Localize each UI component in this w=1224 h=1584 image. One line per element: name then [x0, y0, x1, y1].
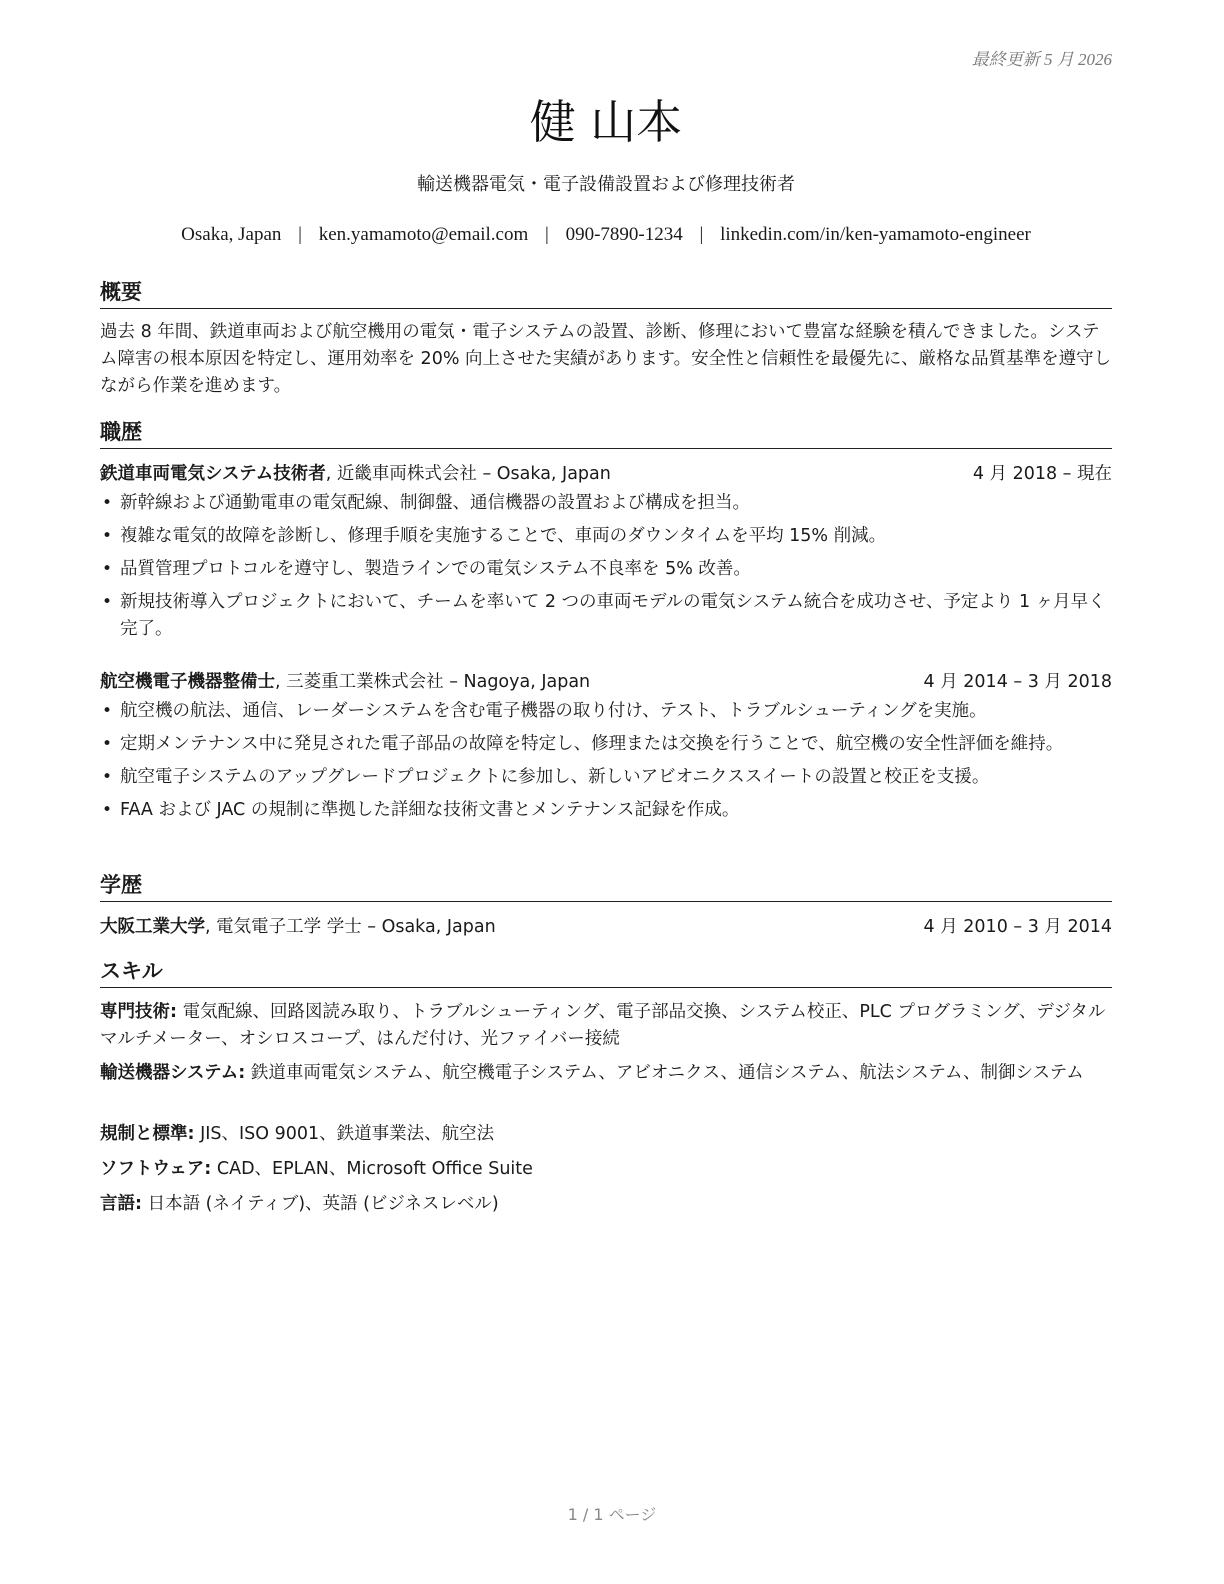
degree: , 電気電子工学 学士 – Osaka, Japan	[205, 917, 496, 937]
candidate-name: 健 山本	[529, 95, 683, 149]
skill-value: 日本語 (ネイティブ)、英語 (ビジネスレベル)	[142, 1194, 499, 1214]
list-item: • 航空電子システムのアップグレードプロジェクトに参加し、新しいアビオニクススイートの設置と校正を支援。	[100, 764, 1112, 791]
skill-value: 電気配線、回路図読み取り、トラブルシューティング、電子部品交換、システム校正、PLC プログラミング、デジタルマルチメーター、オシロスコープ、はんだ付け、光ファイバー接続	[100, 1002, 1106, 1049]
contact-line	[100, 224, 1112, 246]
bullet-icon: •	[102, 767, 113, 787]
contact-location: Osaka, Japan	[181, 224, 282, 245]
contact-phone: 090-7890-1234	[565, 224, 683, 245]
bullet-icon: •	[102, 559, 113, 579]
summary-text: 過去 8 年間、鉄道車両および航空機用の電気・電子システムの設置、診断、修理において豊富な経験を積んできました。システム障害の根本原因を特定し、運用効率を 20% 向上させた実績があります。安全性と信頼性を最優先に、厳格な品質基準を遵守しながら作業を進めます。	[100, 322, 1112, 396]
skill-line	[100, 1060, 1112, 1087]
job-bullets	[100, 490, 1112, 649]
skill-line	[100, 999, 1112, 1053]
education-entry	[100, 913, 1112, 939]
skill-label: 輸送機器システム:	[100, 1063, 246, 1083]
last-updated: 最終更新 5 月 2026	[971, 50, 1112, 69]
contact-separator: |	[545, 224, 549, 245]
job-title-headline: 輸送機器電気・電子設備設置および修理技術者	[417, 174, 795, 195]
education-dates: 4 月 2010 – 3 月 2014	[923, 917, 1112, 937]
bullet-icon: •	[102, 701, 113, 721]
page-number: 1 / 1 ページ	[567, 1505, 657, 1524]
list-item: • 新規技術導入プロジェクトにおいて、チームを率いて 2 つの車両モデルの電気システム統合を成功させ、予定より 1 ヶ月早く完了。	[100, 589, 1112, 643]
skill-value: CAD、EPLAN、Microsoft Office Suite	[211, 1159, 533, 1179]
bullet-icon: •	[102, 493, 113, 513]
job-role: 鉄道車両電気システム技術者	[100, 464, 326, 484]
skill-line	[100, 1121, 1112, 1148]
job-company: , 近畿車両株式会社 – Osaka, Japan	[325, 464, 611, 484]
job-dates: 4 月 2014 – 3 月 2018	[923, 672, 1112, 692]
school-name: 大阪工業大学	[100, 917, 205, 937]
skill-value: JIS、ISO 9001、鉄道事業法、航空法	[194, 1124, 495, 1144]
job-dates: 4 月 2018 – 現在	[972, 464, 1112, 484]
list-item: • 複雑な電気的故障を診断し、修理手順を実施することで、車両のダウンタイムを平均 15% 削減。	[100, 523, 1112, 550]
section-title-summary: 概要	[100, 276, 1112, 309]
list-item: • 定期メンテナンス中に発見された電子部品の故障を特定し、修理または交換を行うことで、航空機の安全性評価を維持。	[100, 731, 1112, 758]
list-item: • 品質管理プロトコルを遵守し、製造ラインでの電気システム不良率を 5% 改善。	[100, 556, 1112, 583]
bullet-icon: •	[102, 734, 113, 754]
skill-label: 言語:	[100, 1194, 142, 1214]
skill-line	[100, 1156, 1112, 1183]
section-title-experience: 職歴	[100, 416, 1112, 449]
bullet-icon: •	[102, 526, 113, 546]
list-item: • FAA および JAC の規制に準拠した詳細な技術文書とメンテナンス記録を作成。	[100, 797, 1112, 824]
contact-separator: |	[699, 224, 704, 245]
skill-line	[100, 1191, 1112, 1218]
contact-email[interactable]: ken.yamamoto@email.com	[318, 224, 529, 245]
skill-label: 規制と標準:	[100, 1124, 195, 1144]
bullet-icon: •	[102, 800, 113, 820]
list-item: • 新幹線および通勤電車の電気配線、制御盤、通信機器の設置および構成を担当。	[100, 490, 1112, 517]
skill-value: 鉄道車両電気システム、航空機電子システム、アビオニクス、通信システム、航法システム、制御システム	[245, 1063, 1084, 1083]
job-header	[100, 668, 1112, 694]
skill-label: 専門技術:	[100, 1002, 177, 1022]
list-item: • 航空機の航法、通信、レーダーシステムを含む電子機器の取り付け、テスト、トラブルシューティングを実施。	[100, 698, 1112, 725]
skill-label: ソフトウェア:	[100, 1159, 212, 1179]
contact-separator: |	[298, 224, 302, 245]
job-bullets	[100, 698, 1112, 830]
contact-linkedin[interactable]: linkedin.com/in/ken-yamamoto-engineer	[720, 224, 1031, 245]
section-title-education: 学歴	[100, 869, 1112, 902]
job-header	[100, 460, 1112, 486]
bullet-icon: •	[102, 592, 113, 612]
job-company: , 三菱重工業株式会社 – Nagoya, Japan	[275, 672, 591, 692]
resume-page	[100, 0, 1112, 1584]
job-role: 航空機電子機器整備士	[100, 672, 275, 692]
section-title-skills: スキル	[100, 955, 1112, 988]
